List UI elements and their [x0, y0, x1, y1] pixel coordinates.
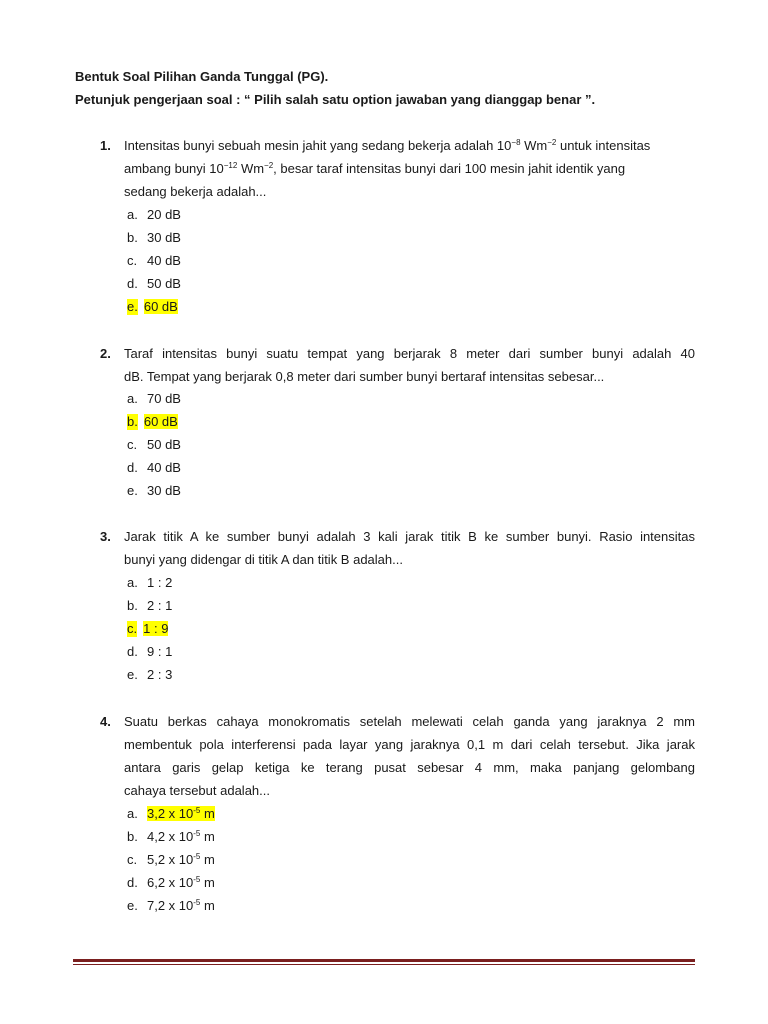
option-value: 60 dB [143, 299, 178, 314]
option-value: 70 dB [147, 391, 181, 406]
option-mantissa: 4,2 x 10 [147, 829, 194, 844]
question-line: Suatu berkas cahaya monokromatis setelah melewati celah ganda yang jaraknya 2 mm [124, 714, 695, 729]
option-value: 1 : 2 [147, 575, 173, 590]
answer-option[interactable] [127, 875, 215, 891]
exponent: -5 [193, 875, 201, 884]
option-letter: c. [127, 253, 138, 268]
option-value: 50 dB [147, 276, 181, 291]
option-value: 50 dB [147, 437, 181, 452]
option-value: 2 : 1 [147, 598, 173, 613]
question-line: cahaya tersebut adalah... [124, 783, 270, 798]
option-value: 2 : 3 [147, 667, 173, 682]
option-letter: e. [127, 898, 138, 913]
question-number: 4. [100, 714, 111, 729]
option-value: 30 dB [147, 230, 181, 245]
question-line: antara garis gelap ketiga ke terang pusat sebesar 4 mm, maka panjang gelombang [124, 760, 695, 775]
answer-option[interactable] [127, 230, 181, 246]
answer-option-highlighted[interactable] [127, 299, 178, 315]
option-value: 40 dB [147, 460, 181, 475]
answer-option[interactable] [127, 644, 172, 660]
answer-option[interactable] [127, 575, 172, 591]
exponent: −2 [547, 138, 557, 147]
option-letter: b. [127, 598, 138, 613]
answer-option[interactable] [127, 437, 181, 453]
answer-option[interactable] [127, 207, 181, 223]
question-line: sedang bekerja adalah... [124, 184, 267, 199]
option-letter: e. [127, 299, 138, 314]
answer-option[interactable] [127, 898, 215, 914]
option-letter: e. [127, 483, 138, 498]
exponent: -5 [193, 898, 201, 907]
question-line: bunyi yang didengar di titik A dan titik B adalah... [124, 552, 403, 567]
answer-option[interactable] [127, 253, 181, 269]
question-line: Jarak titik A ke sumber bunyi adalah 3 kali jarak titik B ke sumber bunyi. Rasio intensitas [124, 529, 695, 544]
option-letter: b. [127, 230, 138, 245]
question-text: ambang bunyi 10 [124, 161, 224, 176]
option-value: 40 dB [147, 253, 181, 268]
answer-option[interactable] [127, 852, 215, 868]
answer-option[interactable] [127, 391, 181, 407]
option-letter: a. [127, 575, 138, 590]
option-value [147, 806, 215, 821]
answer-option-highlighted[interactable] [127, 414, 178, 430]
answer-option[interactable] [127, 460, 181, 476]
option-letter: a. [127, 391, 138, 406]
exponent: −2 [264, 161, 274, 170]
option-value: 1 : 9 [143, 621, 169, 636]
question-text: Intensitas bunyi sebuah mesin jahit yang sedang bekerja adalah 10 [124, 138, 512, 153]
question-number: 2. [100, 346, 111, 361]
footer-rule-thin [73, 964, 695, 965]
option-letter: a. [127, 207, 138, 222]
option-letter: e. [127, 667, 138, 682]
question-line: dB. Tempat yang berjarak 0,8 meter dari sumber bunyi bertaraf intensitas sebesar... [124, 369, 605, 384]
option-value: 20 dB [147, 207, 181, 222]
unit-text: m [200, 875, 215, 890]
option-value: 60 dB [143, 414, 178, 429]
question-number: 1. [100, 138, 111, 153]
option-letter: c. [127, 621, 138, 636]
document-title: Bentuk Soal Pilihan Ganda Tunggal (PG). [75, 69, 329, 84]
exponent: −8 [511, 138, 521, 147]
answer-option[interactable] [127, 276, 181, 292]
unit-text: m [200, 829, 215, 844]
instruction-text: Petunjuk pengerjaan soal : “ Pilih salah satu option jawaban yang dianggap benar ”. [75, 92, 596, 107]
exponent: -5 [193, 806, 201, 815]
option-mantissa: 7,2 x 10 [147, 898, 194, 913]
unit-text: m [200, 898, 215, 913]
exponent: -5 [193, 829, 201, 838]
option-letter: c. [127, 437, 138, 452]
option-letter: b. [127, 414, 138, 429]
option-value: 9 : 1 [147, 644, 173, 659]
answer-option-highlighted[interactable] [127, 621, 168, 637]
answer-option[interactable] [127, 829, 215, 845]
answer-option[interactable] [127, 667, 172, 683]
option-mantissa: 6,2 x 10 [147, 875, 194, 890]
question-number: 3. [100, 529, 111, 544]
question-line: membentuk pola interferensi pada layar yang jaraknya 0,1 m dari celah tersebut. Jika jarak [124, 737, 695, 752]
question-line [124, 161, 695, 177]
question-text: , besar taraf intensitas bunyi dari 100 mesin jahit identik yang [273, 161, 626, 176]
option-mantissa: 5,2 x 10 [147, 852, 194, 867]
question-text: untuk intensitas [556, 138, 651, 153]
option-value: 30 dB [147, 483, 181, 498]
exponent: −12 [223, 161, 238, 170]
option-mantissa: 3,2 x 10 [147, 806, 194, 821]
option-letter: d. [127, 644, 138, 659]
unit-text: m [200, 806, 215, 821]
option-letter: c. [127, 852, 138, 867]
option-letter: b. [127, 829, 138, 844]
answer-option[interactable] [127, 598, 172, 614]
option-letter: d. [127, 460, 138, 475]
option-letter: a. [127, 806, 138, 821]
exponent: -5 [193, 852, 201, 861]
option-letter: d. [127, 875, 138, 890]
answer-option-highlighted[interactable] [127, 806, 215, 822]
unit-text: m [200, 852, 215, 867]
answer-option[interactable] [127, 483, 181, 499]
footer-rule-thick [73, 959, 695, 962]
question-line [124, 138, 695, 154]
option-letter: d. [127, 276, 138, 291]
question-line: Taraf intensitas bunyi suatu tempat yang berjarak 8 meter dari sumber bunyi adalah 40 [124, 346, 695, 361]
unit-text: Wm [237, 161, 265, 176]
unit-text: Wm [520, 138, 548, 153]
